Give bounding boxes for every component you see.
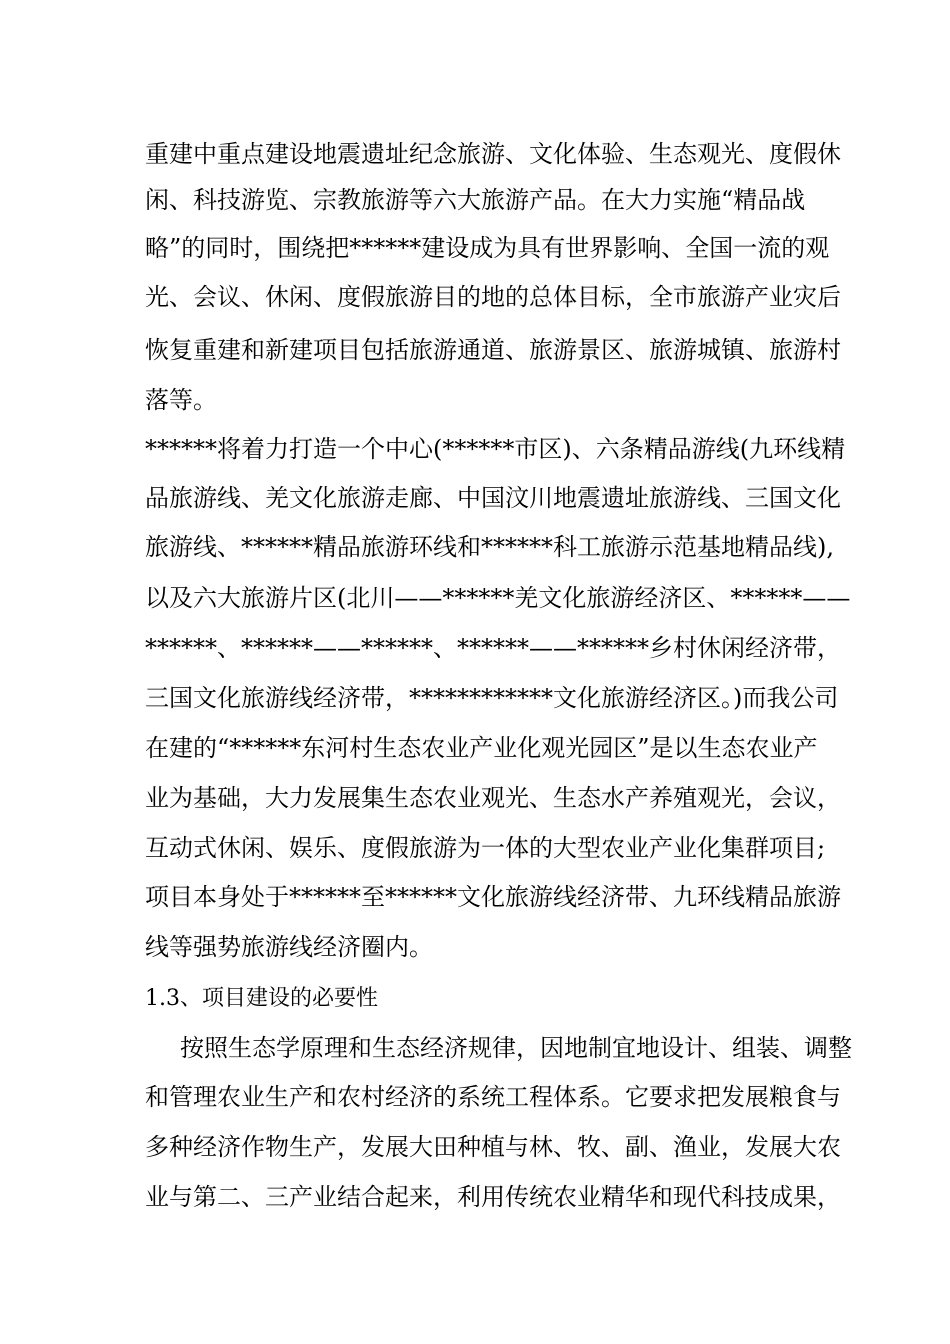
paragraph-line: 三国文化旅游线经济带，************文化旅游经济区。)而我公司: [145, 684, 839, 712]
paragraph-line: 略”的同时，围绕把******建设成为具有世界影响、全国一流的观: [145, 234, 830, 262]
paragraph-line: 旅游线、******精品旅游环线和******科工旅游示范基地精品线),: [145, 533, 834, 561]
paragraph-line: 恢复重建和新建项目包括旅游通道、旅游景区、旅游城镇、旅游村: [145, 336, 841, 364]
paragraph-line: 重建中重点建设地震遗址纪念旅游、文化体验、生态观光、度假休: [145, 140, 841, 168]
paragraph-line: 多种经济作物生产，发展大田种植与林、牧、副、渔业，发展大农: [145, 1133, 841, 1161]
paragraph-line: 和管理农业生产和农村经济的系统工程体系。它要求把发展粮食与: [145, 1083, 841, 1111]
paragraph-line: 落等。: [145, 386, 217, 414]
paragraph-line: 业为基础，大力发展集生态农业观光、生态水产养殖观光，会议，: [145, 784, 841, 812]
paragraph-line: ******将着力打造一个中心(******市区)、六条精品游线(九环线精: [145, 435, 846, 463]
paragraph-line: 项目本身处于******至******文化旅游线经济带、九环线精品旅游: [145, 883, 841, 911]
paragraph-line: 线等强势旅游线经济圈内。: [145, 933, 433, 961]
paragraph-line: 以及六大旅游片区(北川——******羌文化旅游经济区、******——: [145, 584, 851, 612]
paragraph-line: 闲、科技游览、宗教旅游等六大旅游产品。在大力实施“精品战: [145, 186, 806, 214]
paragraph-line: 品旅游线、羌文化旅游走廊、中国汶川地震遗址旅游线、三国文化: [145, 484, 841, 512]
paragraph-line: 光、会议、休闲、度假旅游目的地的总体目标，全市旅游产业灾后: [145, 283, 841, 311]
paragraph-line: 业与第二、三产业结合起来，利用传统农业精华和现代科技成果，: [145, 1183, 841, 1211]
paragraph-line: 在建的“******东河村生态农业产业化观光园区”是以生态农业产: [145, 734, 818, 762]
paragraph-line: 互动式休闲、娱乐、度假旅游为一体的大型农业产业化集群项目;: [145, 834, 826, 862]
paragraph-line: 按照生态学原理和生态经济规律，因地制宜地设计、组装、调整: [180, 1034, 852, 1062]
paragraph-line: ******、******——******、******——******乡村休闲经济带，: [145, 634, 841, 662]
section-heading: 1.3、项目建设的必要性: [145, 986, 378, 1011]
